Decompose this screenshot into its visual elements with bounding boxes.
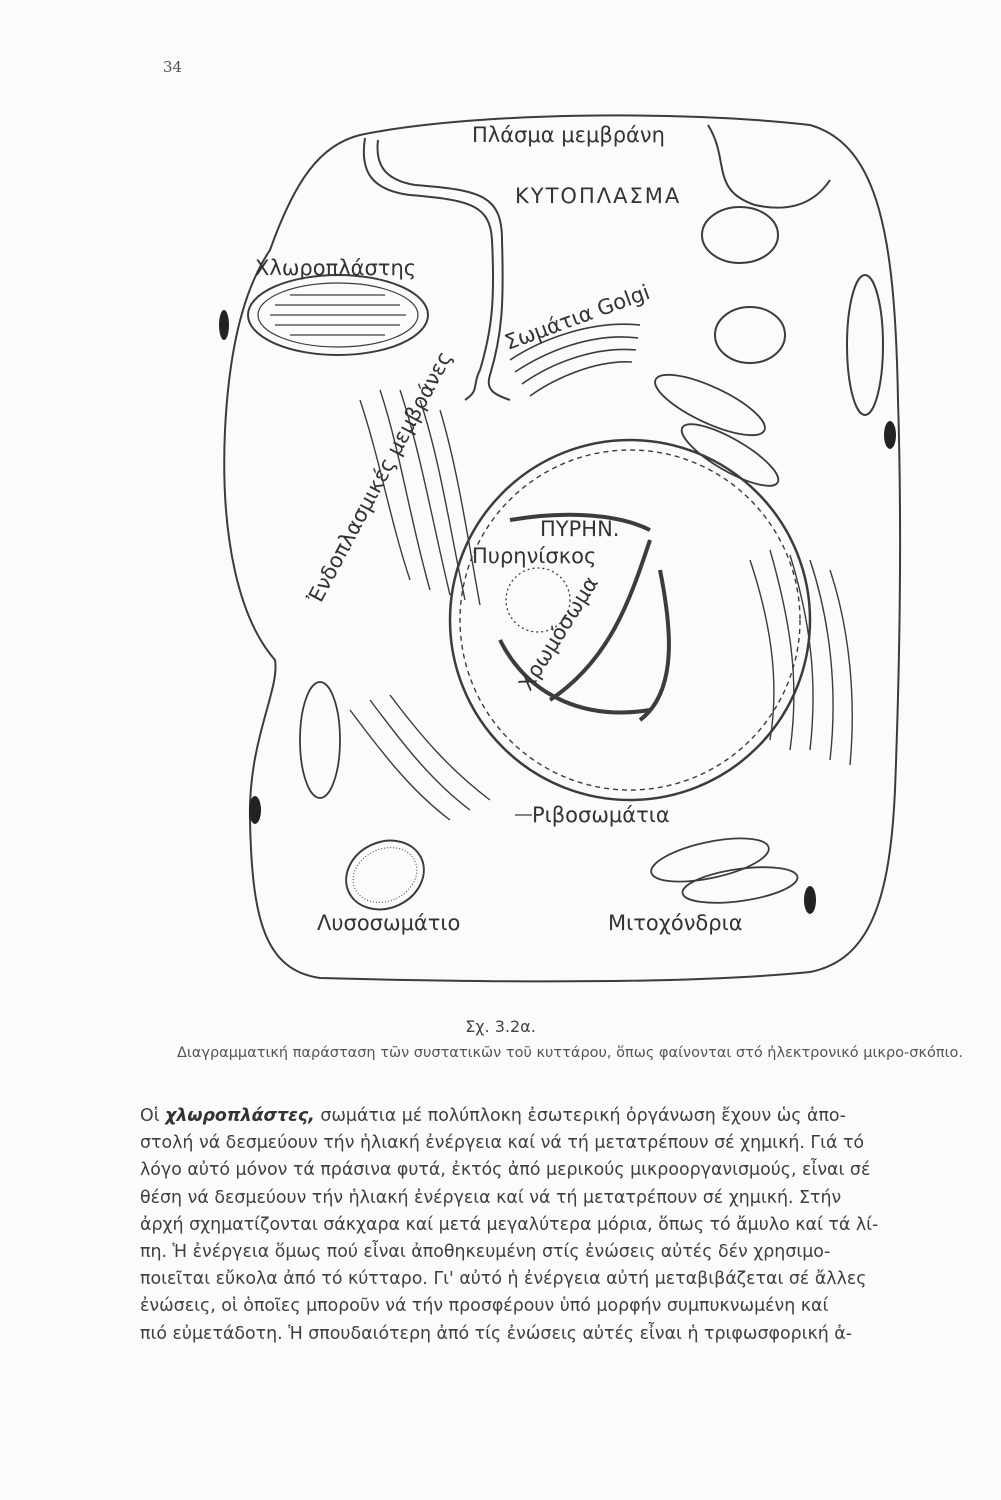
label-cytoplasm: ΚΥΤΟΠΛΑΣΜΑ	[515, 184, 682, 208]
label-nucleus: ΠΥΡΗΝ.	[540, 517, 620, 541]
label-endoplasmic: Ἐνδοπλασμικές μεμβράνες	[303, 347, 457, 608]
body-line	[140, 1103, 962, 1130]
body-line: πη. Ἡ ἐνέργεια ὅμως πού εἶναι ἀποθηκευμένη στίς ἐνώσεις αὐτές δέν χρησιμο-	[140, 1242, 831, 1263]
term-chloroplasts: χλωροπλάστες,	[165, 1106, 315, 1126]
cell-drawing	[210, 100, 910, 1000]
cell-diagram	[210, 100, 910, 1000]
label-chromosome: Χρωμόσωμα	[513, 572, 603, 695]
body-text-span: Οἱ	[140, 1106, 166, 1126]
label-lysosome: Λυσοσωμάτιο	[317, 911, 461, 935]
label-chloroplast: Χλωροπλάστης	[255, 256, 417, 280]
body-line: πιό εὐμετάδοτη. Ἡ σπουδαιότερη ἀπό τίς ἐνώσεις αὐτές εἶναι ἡ τριφωσφορική ἀ-	[140, 1323, 853, 1344]
vacuole-1	[702, 207, 778, 263]
endoplasmic-reticulum-left	[350, 390, 490, 820]
figure-caption-text: Διαγραμματική παράσταση τῶν συστατικῶν τοῦ κυττάρου, ὅπως φαίνονται στό ἠλεκτρονικό μικρο-σκόπιο.	[176, 1045, 963, 1061]
body-text-span: σωμάτια μέ πολύπλοκη ἐσωτερική ὀργάνωση ἔχουν ὡς ἀπο-	[314, 1106, 846, 1126]
body-line: θέση νά δεσμεύουν τήν ἡλιακή ἐνέργεια καί νά τή μετατρέπουν σέ χημική. Στήν	[140, 1187, 842, 1208]
nucleus-shape	[450, 440, 810, 800]
body-line: λόγο αὐτό μόνον τά πράσινα φυτά, ἐκτός ἀπό μερικούς μικροοργανισμούς, εἶναι σέ	[140, 1160, 871, 1181]
vacuole-2	[715, 307, 785, 363]
body-line: στολή νά δεσμεύουν τήν ἡλιακή ἐνέργεια καί νά τή μετατρέπουν σέ χημική. Γιά τό	[140, 1133, 865, 1154]
label-nucleolus: Πυρηνίσκος	[472, 544, 597, 568]
endoplasmic-reticulum-right	[750, 550, 852, 765]
body-paragraph	[140, 1103, 962, 1348]
lysosome-shape	[335, 828, 435, 922]
label-mitochondria: Μιτοχόνδρια	[608, 911, 743, 935]
label-golgi: Σωμάτια Golgi	[501, 280, 653, 355]
body-line: ἀρχή σχηματίζονται σάκχαρα καί μετά μεγαλύτερα μόρια, ὅπως τό ἄμυλο καί τά λί-	[140, 1214, 879, 1235]
label-plasma-membrane: Πλάσμα μεμβράνη	[472, 123, 665, 147]
page-number: 34	[163, 58, 183, 76]
body-line: ἐνώσεις, οἱ ὁποῖες μποροῦν νά τήν προσφέρουν ὑπό μορφήν συμπυκνωμένη καί	[140, 1296, 829, 1317]
label-ribosomes: Ριβοσωμάτια	[532, 803, 670, 827]
vacuole-3	[847, 275, 883, 415]
body-line: ποιεῖται εὔκολα ἀπό τό κύτταρο. Γι' αὐτό ἡ ἐνέργεια αὐτή μεταβιβάζεται σέ ἄλλες	[140, 1269, 867, 1290]
figure-caption-number: Σχ. 3.2α.	[465, 1017, 536, 1036]
